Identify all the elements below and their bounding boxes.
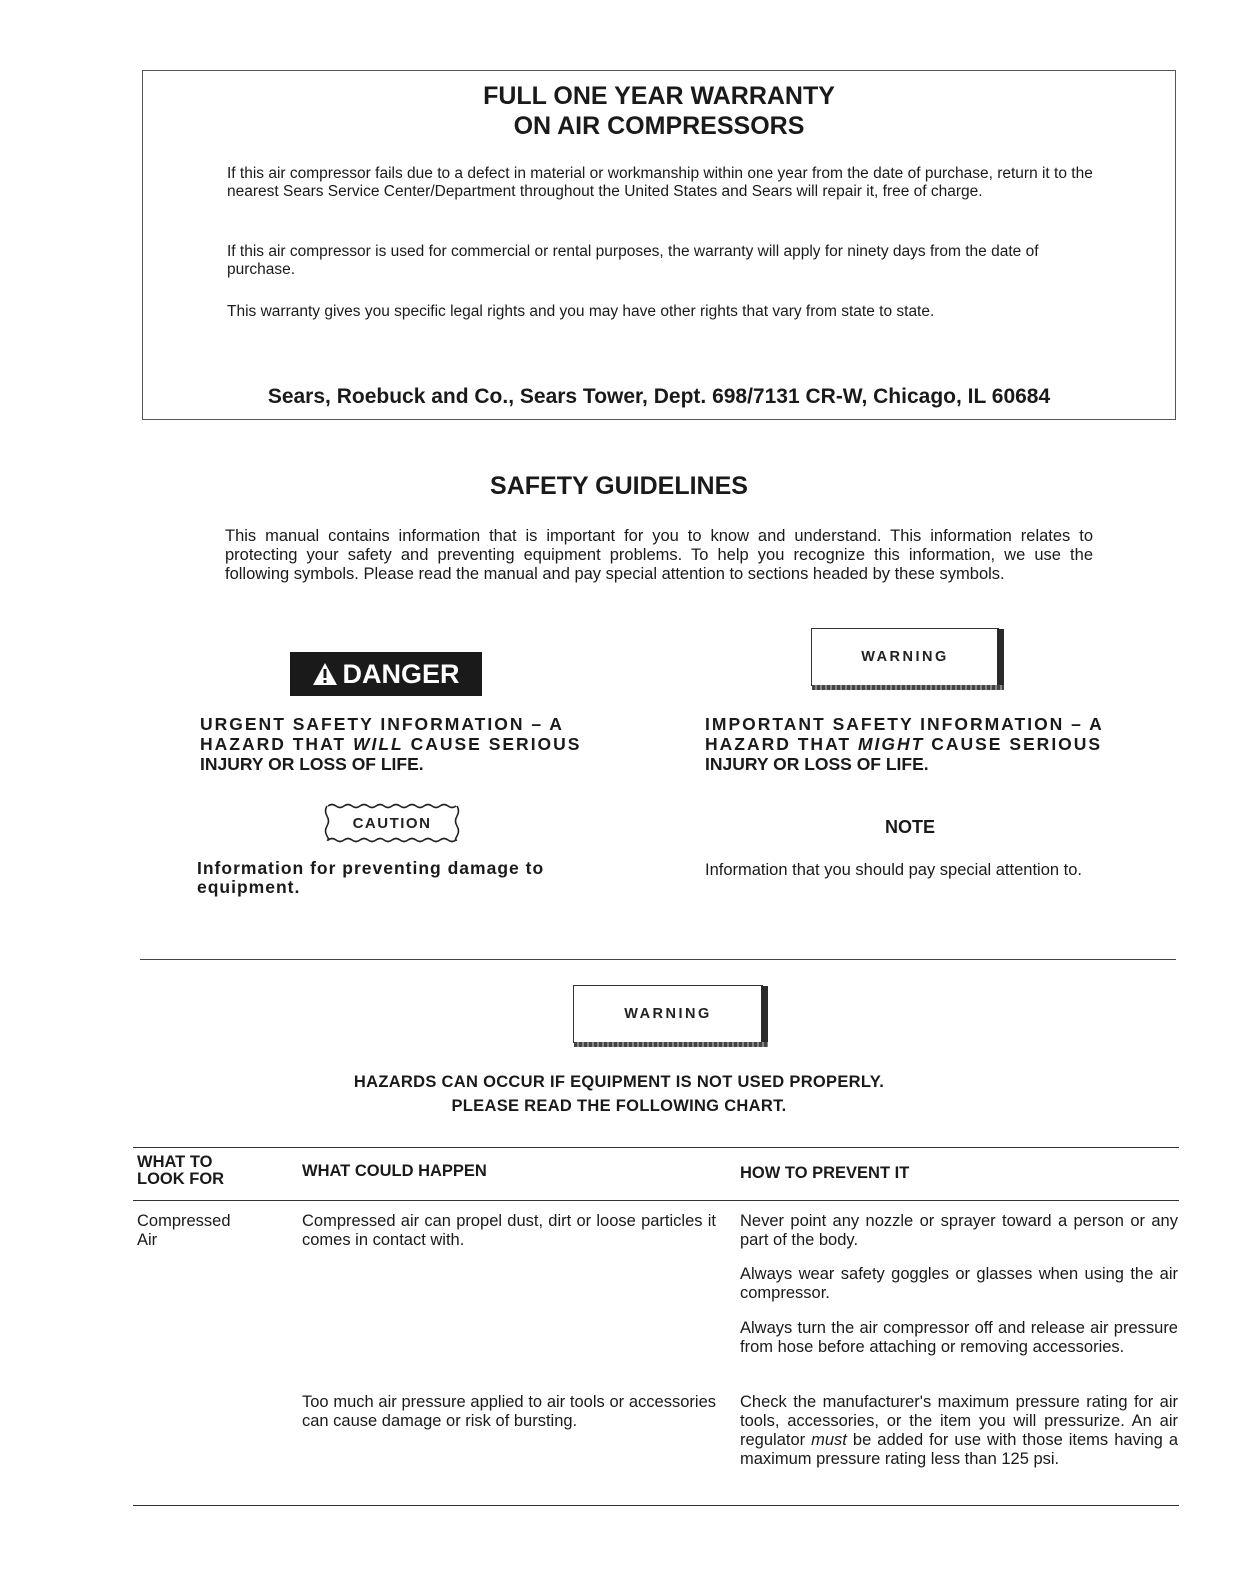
happen-dust-particles: Compressed air can propel dust, dirt or loose particles it comes in contact with. [302,1212,716,1249]
header-what-could-happen: WHAT COULD HAPPEN [302,1162,487,1180]
prevent-wear-goggles: Always wear safety goggles or glasses when using the air compressor. [740,1265,1178,1302]
note-description: Information that you should pay special attention to. [705,861,1082,879]
caution-description: Information for preventing damage to equipment. [197,858,545,897]
danger-desc-pre: URGENT SAFETY INFORMATION – A HAZARD THAT [200,714,564,754]
danger-description [200,714,620,774]
hazard-line-1: HAZARDS CAN OCCUR IF EQUIPMENT IS NOT USED PROPERLY. [353,1073,885,1091]
danger-badge-label: DANGER [342,659,460,689]
chart-bottom-rule [133,1505,1179,1506]
warranty-paragraph-2: If this air compressor is used for commercial or rental purposes, the warranty will apply for ninety days from the date of purchase. [227,243,1039,278]
warning-desc-emphasis: MIGHT [857,734,925,754]
header-what-to-look-for-1: WHAT TO [137,1153,213,1171]
danger-desc-mid: CAUSE SERIOUS [403,734,582,754]
safety-guidelines-title: SAFETY GUIDELINES [490,472,748,500]
prevent-check-post: be added for use with those items having a maximum pressure rating less than 125 psi. [740,1431,1178,1468]
chart-top-rule [133,1147,1179,1148]
warning-badge [811,628,999,686]
caution-badge-label: CAUTION [352,814,432,832]
header-how-to-prevent: HOW TO PREVENT IT [740,1164,910,1182]
happen-too-much-pressure: Too much air pressure applied to air tools or accessories can cause damage or risk of bursting. [302,1393,716,1430]
prevent-check-pre: Check the manufacturer's maximum pressure rating for air tools, accessories, or the item you will pressurize. An air regulator [740,1393,1178,1449]
warning-desc-mid: CAUSE SERIOUS [924,734,1103,754]
note-label: NOTE [884,817,935,837]
danger-desc-post: INJURY OR LOSS OF LIFE. [200,754,424,774]
danger-badge [290,652,482,696]
look-for-compressed: Compressed [137,1212,231,1230]
warranty-address: Sears, Roebuck and Co., Sears Tower, Dept. 698/7131 CR-W, Chicago, IL 60684 [267,385,1051,408]
warning-triangle-icon [312,662,338,686]
prevent-never-point: Never point any nozzle or sprayer toward a person or any part of the body. [740,1212,1178,1249]
safety-intro: This manual contains information that is important for you to know and understand. This information relates to protecting your safety and preventing equipment problems. To help you recognize this information, we use the following symbols. Please read the manual and pay special attention to sections headed by these symbols. [225,527,1093,583]
chart-header-rule [133,1200,1179,1201]
hazard-line-2: PLEASE READ THE FOLLOWING CHART. [451,1097,787,1115]
warranty-title-line2: ON AIR COMPRESSORS [513,112,805,140]
warning-desc-pre: IMPORTANT SAFETY INFORMATION – A HAZARD THAT [705,714,1104,754]
prevent-turn-off: Always turn the air compressor off and release air pressure from hose before attaching or removing accessories. [740,1319,1178,1356]
warning-desc-post: INJURY OR LOSS OF LIFE. [705,754,929,774]
prevent-check-emphasis: must [811,1431,847,1449]
warranty-title-line1: FULL ONE YEAR WARRANTY [483,82,835,110]
warning-badge-label: WARNING [861,649,949,665]
warranty-paragraph-3: This warranty gives you specific legal rights and you may have other rights that vary from state to state. [227,303,935,320]
hazard-warning-badge-label: WARNING [624,1006,712,1022]
section-divider [140,959,1176,960]
warranty-paragraph-1: If this air compressor fails due to a defect in material or workmanship within one year from the date of purchase, return it to the nearest Sears Service Center/Department throughout the United States and Sears will repair it, free of charge. [227,165,1093,200]
caution-badge [322,803,462,843]
hazard-warning-badge [573,985,763,1043]
prevent-check-pressure-rating [740,1393,1178,1469]
look-for-air: Air [137,1231,158,1249]
danger-desc-emphasis: WILL [352,734,404,754]
header-what-to-look-for-2: LOOK FOR [137,1170,225,1188]
warning-description [705,714,1125,774]
warranty-box [142,70,1176,420]
